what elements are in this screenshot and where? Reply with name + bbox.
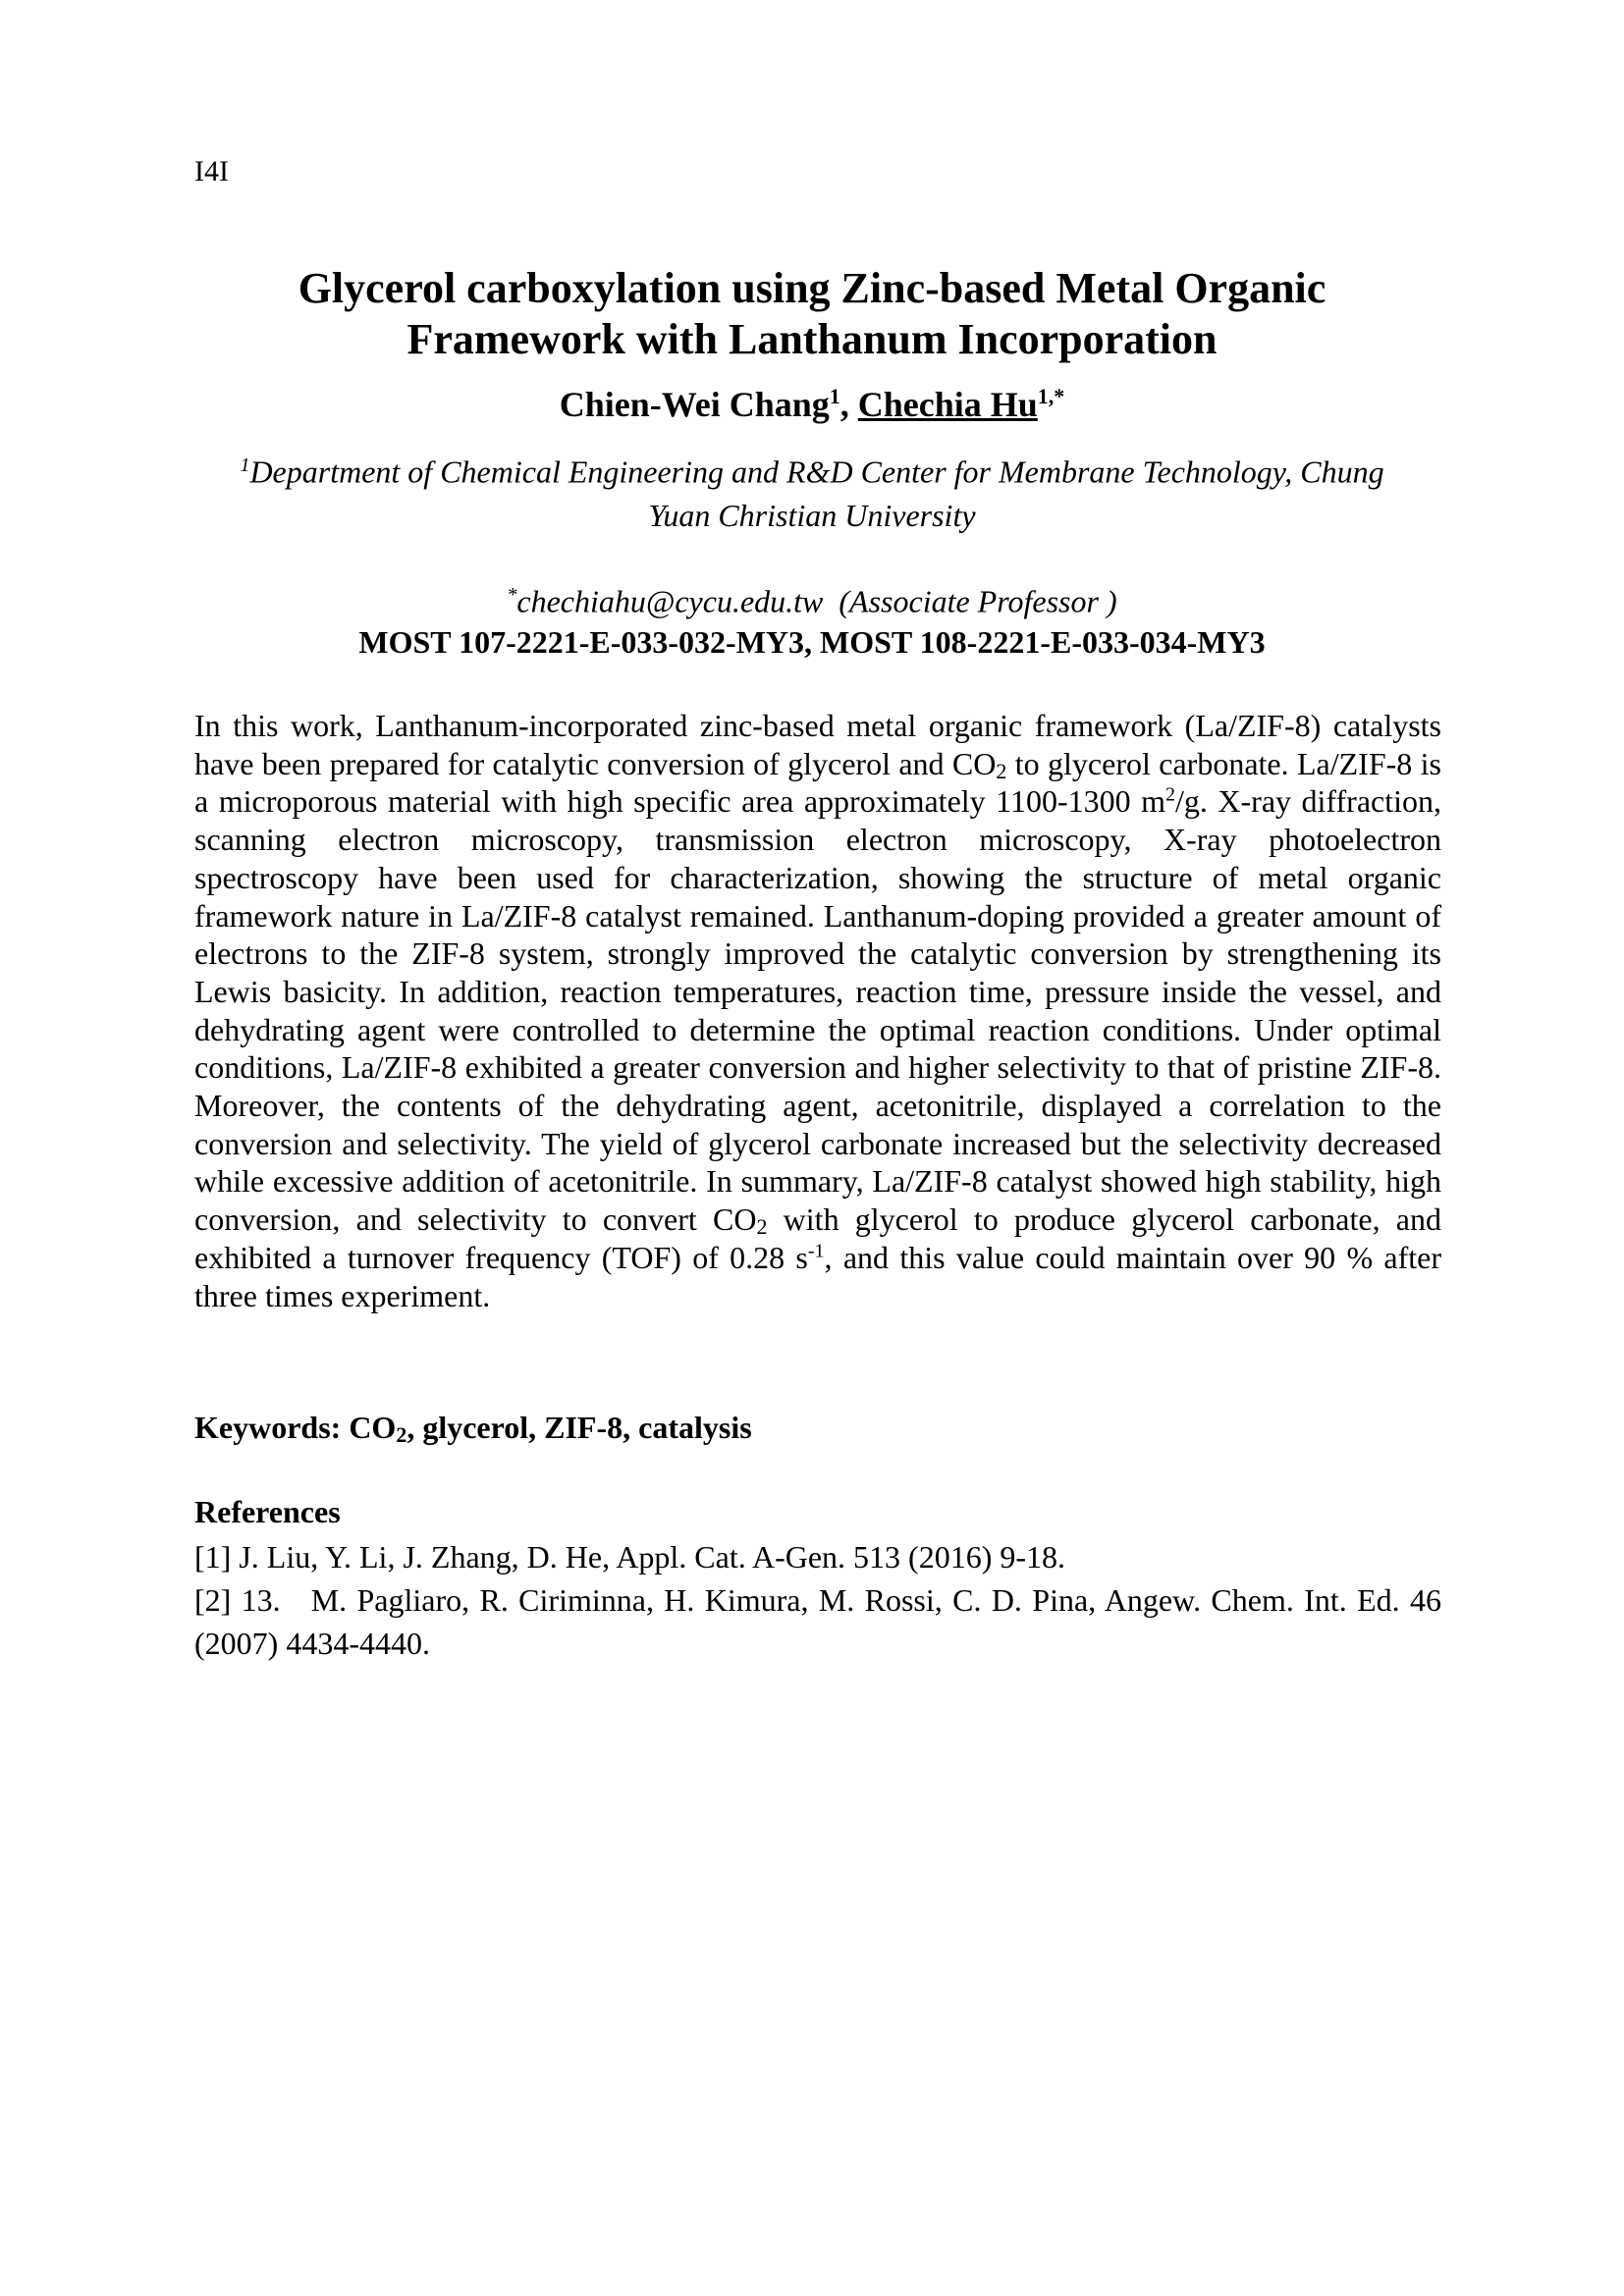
reference-item-2: [2] 13. M. Pagliaro, R. Ciriminna, H. Kimura, M. Rossi, C. D. Pina, Angew. Chem. Int. Ed. 46 (2007) 4434-4440. [194,1582,1449,1661]
author-1: Chien-Wei Chang [559,385,830,424]
affiliation [196,444,1428,537]
author-2-affil-mark: 1,* [1037,384,1065,408]
abstract-code: I4I [194,155,229,187]
author-separator: , [839,385,858,424]
title-line-2: Framework with Lanthanum Incorporation [406,315,1218,363]
affiliation-line-1: $^1$Department of Chemical Engineering and R&D Center for Membrane Technology, Chung [240,454,1384,490]
affiliation-mark: 1 [240,454,250,476]
keywords: Keywords: $CO_2$, glycerol, ZIF-8, catalysis [194,1410,752,1447]
title-line-1: Glycerol carboxylation using Zinc-based Metal Organic [298,264,1326,312]
reference-list [194,1535,1449,1665]
author-2: Chechia Hu [857,385,1038,424]
corresponding-mark: * [507,584,517,606]
grant-numbers: MOST 107-2221-E-033-032-MY3, MOST 108-2221-E-033-034-MY3 [358,624,1266,660]
author-1-affil-mark: 1 [829,384,840,408]
corresponding-contact [147,575,1477,621]
paper-title [147,263,1477,365]
reference-item-1: [1] J. Liu, Y. Li, J. Zhang, D. He, Appl. Cat. A-Gen. 513 (2016) 9-18. [194,1539,1066,1575]
affiliation-line-2: Yuan Christian University [648,497,976,533]
author-list [147,375,1477,426]
email-address: chechiahu@cycu.edu.tw [516,583,824,619]
references-heading: References [194,1494,341,1529]
author-role: (Associate Professor ) [823,583,1117,619]
abstract-body: In this work, Lanthanum-incorporated zinc-based metal organic framework (La/ZIF-8) catalysts have been prepared for catalytic conversion of glycerol and $CO_2$ to glycerol carbonate. La/ZIF-8 is a microporous material with high specific area approximately 1100-1300 $m^2/g$. X-ray diffraction, scanning electron microscopy, transmission electron microscopy, X-ray photoelectron spectroscopy have been used for characterization, showing the structure of metal organic framework nature in La/ZIF-8 catalyst remained. Lanthanum-doping provided a greater amount of electrons to the ZIF-8 system, strongly improved the catalytic conversion by strengthening its Lewis basicity. In addition, reaction temperatures, reaction time, pressure inside the vessel, and dehydrating agent were controlled to determine the optimal reaction conditions. Under optimal conditions, La/ZIF-8 exhibited a greater conversion and higher selectivity to that of pristine ZIF-8. Moreover, the contents of the dehydrating agent, acetonitrile, displayed a correlation to the conversion and selectivity. The yield of glycerol carbonate increased but the selectivity decreased while excessive addition of acetonitrile. In summary, La/ZIF-8 catalyst showed high stability, high conversion, and selectivity to convert $CO_2$ with glycerol to produce glycerol carbonate, and exhibited a turnover frequency (TOF) of 0.28 $s^{-1}$, and this value could maintain over 90 % after three times experiment. [194,708,1442,1313]
